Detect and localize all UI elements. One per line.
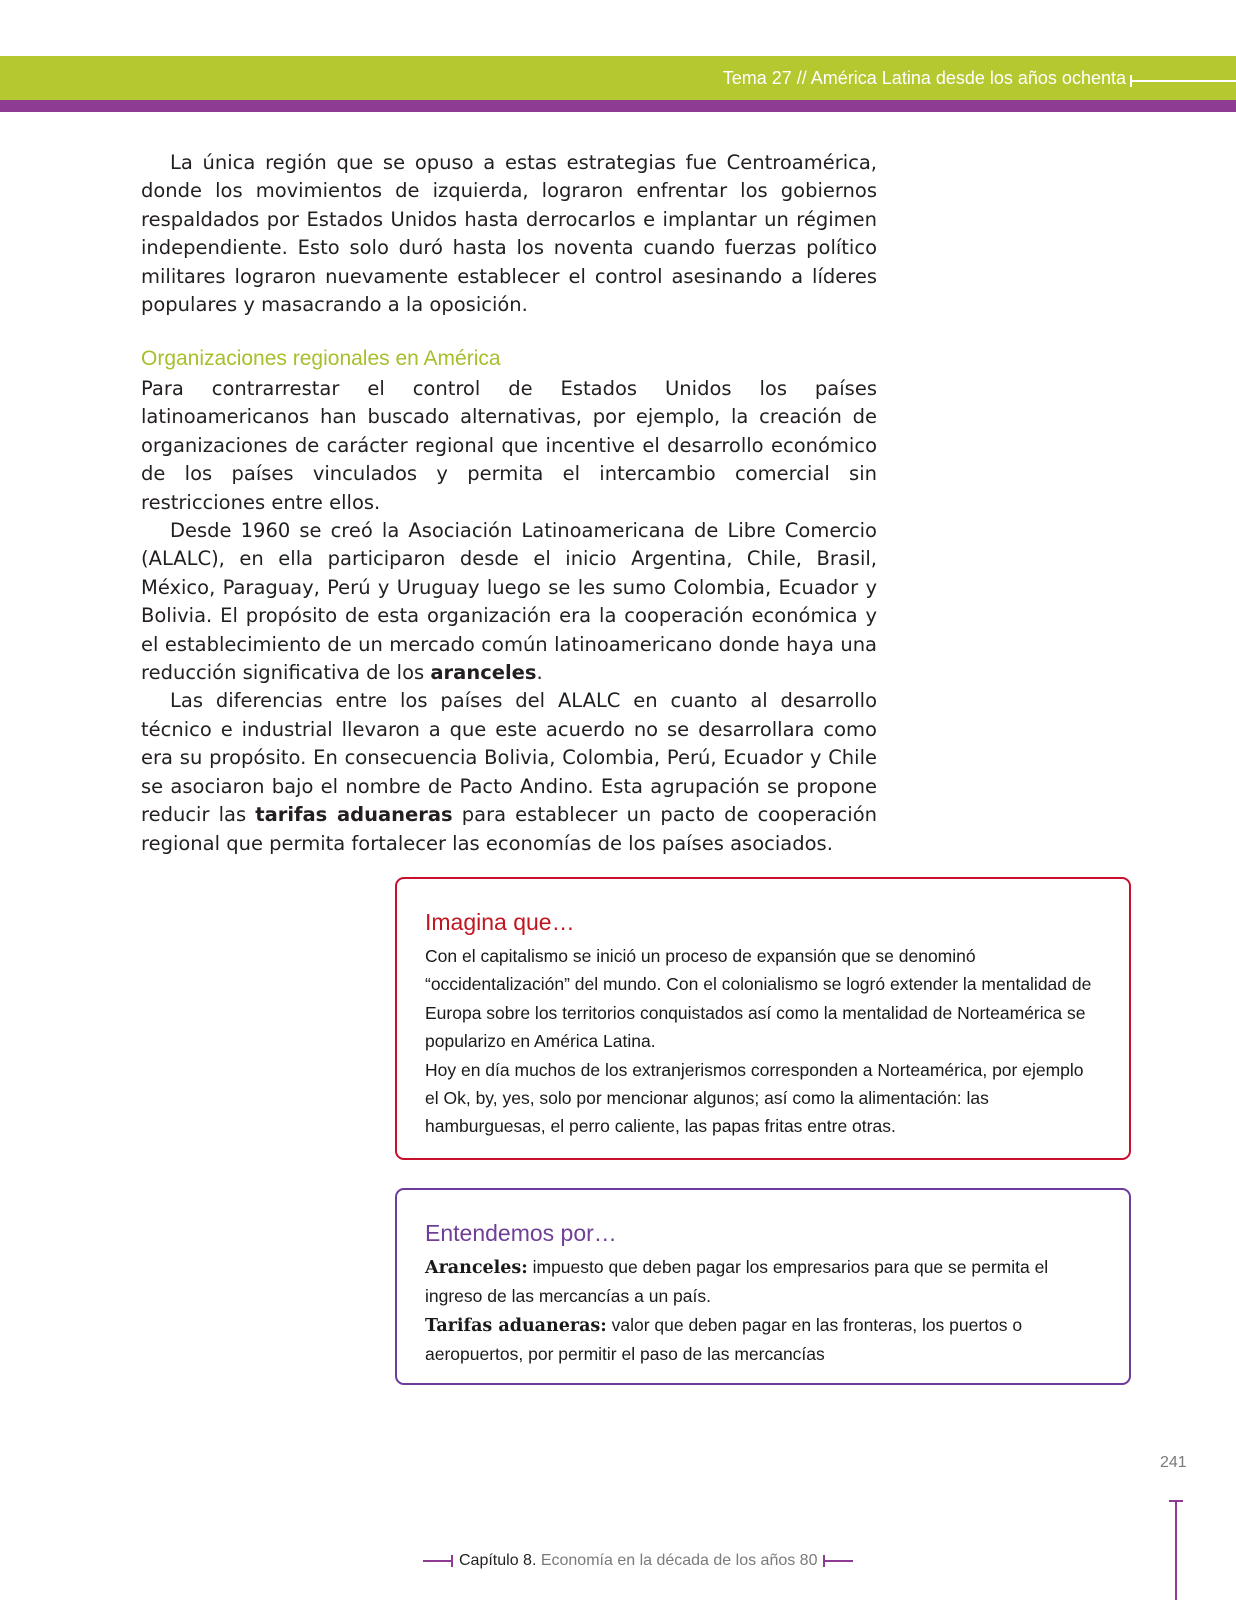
entendemos-por-title: Entendemos por…: [425, 1220, 617, 1246]
keyword-tarifas-aduaneras: tarifas aduaneras: [255, 803, 453, 827]
chapter-footer: [423, 1551, 853, 1571]
section-paragraph-1: Para contrarrestar el control de Estados Unidos los países latinoamericanos han buscado alternativas, por ejemplo, la creación de organizaciones de carácter regional que incentive el desarrollo económico de los países vinculados y permita el intercambio comercial sin restricciones entre ellos.: [141, 377, 877, 514]
definition-text: valor que deben pagar en las fronteras, los puertos o aeropuertos, por permitir el paso de las mercancías: [425, 1314, 1023, 1365]
imagina-que-title: Imagina que…: [425, 909, 575, 935]
definition-aranceles: [425, 1253, 1099, 1311]
footer-text: [453, 1552, 823, 1570]
paragraph-3-text: Las diferencias entre los países del ALALC en cuanto al desarrollo técnico e industrial llevaron a que este acuerdo no se desarrollara como era su propósito. En consecuencia Bolivia, Colombia, Perú, Ecuador y Chile se asociaron bajo el nombre de Pacto Andino. Esta agrupación se propone reducir las: [141, 689, 877, 827]
term-aranceles: Aranceles:: [425, 1258, 528, 1278]
keyword-aranceles: aranceles: [430, 661, 537, 685]
imagina-que-content: [425, 942, 1099, 1141]
term-tarifas-aduaneras: Tarifas aduaneras:: [425, 1315, 607, 1336]
section-body: [141, 375, 877, 858]
section-paragraph-2: [141, 517, 877, 687]
paragraph-3-end: para establecer un pacto de cooperación regional que permita fortalecer las economías de los países asociados.: [141, 803, 877, 855]
page-number: 241: [1160, 1454, 1187, 1471]
definition-text: impuesto que deben pagar los empresarios para que se permita el ingreso de las mercancías a un país.: [425, 1257, 1049, 1307]
paragraph-2-text: Desde 1960 se creó la Asociación Latinoamericana de Libre Comercio (ALALC), en ella participaron desde el inicio Argentina, Chile, Brasil, México, Paraguay, Perú y Uruguay luego se les sumo Colombia, Ecuador y Bolivia. El propósito de esta organización era la cooperación económica y el establecimiento de un mercado común latinoamericano donde haya una reducción significativa de los: [141, 519, 877, 685]
section-paragraph-3: [141, 687, 877, 857]
imagina-paragraph-2: Hoy en día muchos de los extranjerismos corresponden a Norteamérica, por ejemplo el Ok, by, yes, solo por mencionar algunos; así como la alimentación: las hamburguesas, el perro caliente, las papas fritas entre otras.: [425, 1059, 1084, 1137]
footer-chapter-title: Economía en la década de los años 80: [536, 1552, 818, 1569]
entendemos-por-content: [425, 1253, 1099, 1369]
margin-rule: [1175, 1500, 1177, 1600]
header-title: Tema 27 // América Latina desde los años ochenta: [722, 68, 1126, 88]
header-accent-band: [0, 100, 1236, 112]
entendemos-por-box: [395, 1188, 1131, 1385]
intro-paragraph: La única región que se opuso a estas estrategias fue Centroamérica, donde los movimientos de izquierda, lograron enfrentar los gobiernos respaldados por Estados Unidos hasta derrocarlos e implantar un régimen independiente. Esto solo duró hasta los noventa cuando fuerzas político militares lograron nuevamente establecer el control asesinando a líderes populares y masacrando a la oposición.: [141, 151, 877, 317]
header-rule: [1130, 80, 1236, 82]
definition-tarifas-aduaneras: [425, 1311, 1099, 1369]
imagina-paragraph-1: Con el capitalismo se inició un proceso de expansión que se denominó “occidentalización” del mundo. Con el colonialismo se logró extender la mentalidad de Europa sobre los territorios conquistados así como la mentalidad de Norteamérica se popularizo en América Latina.: [425, 946, 1092, 1052]
footer-chapter-label: Capítulo 8.: [459, 1552, 537, 1569]
paragraph-2-end: .: [536, 661, 543, 685]
footer-rule-right: [823, 1560, 853, 1562]
imagina-que-box: [395, 877, 1131, 1160]
footer-rule-left: [423, 1560, 453, 1562]
intro-block: [141, 149, 877, 319]
section-heading: Organizaciones regionales en América: [141, 347, 501, 370]
